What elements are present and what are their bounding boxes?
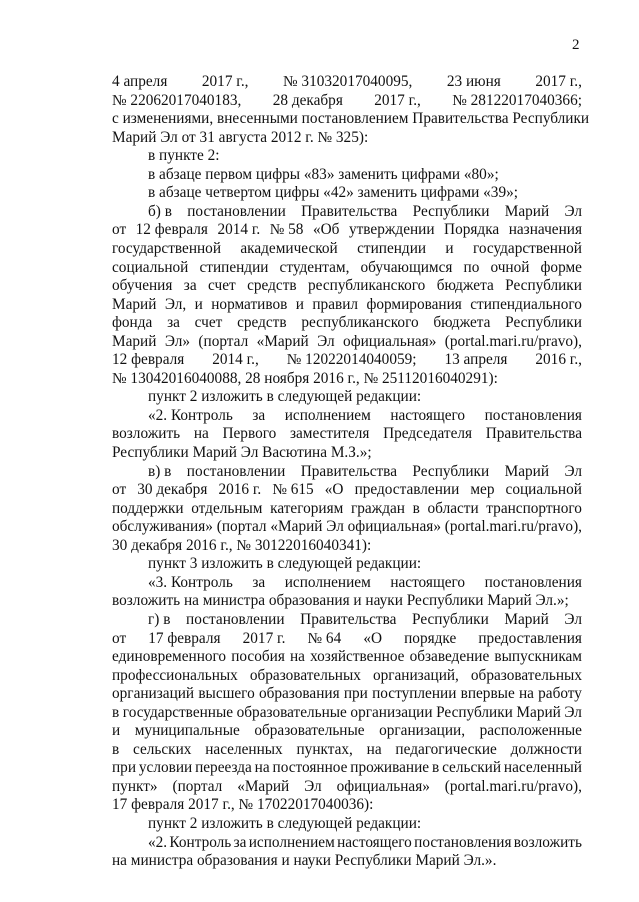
text-segment: за — [183, 277, 197, 295]
text-segment: должности — [510, 740, 582, 758]
text-segment: средств — [237, 314, 287, 332]
text-segment: 4 апреля — [112, 73, 168, 90]
text-segment: образовательные — [254, 722, 365, 740]
text-segment: единовременного — [112, 648, 227, 666]
text-segment: образовательных — [470, 666, 582, 684]
text-segment: бюджета — [433, 314, 491, 332]
text-segment: № 615 — [272, 481, 314, 499]
text-segment: 2017 г. — [242, 629, 286, 647]
text-line — [148, 203, 582, 222]
text-segment: очной — [490, 258, 530, 276]
text-segment: правил — [312, 295, 359, 313]
text-segment: 30 декабря — [137, 481, 208, 499]
text-segment: (portal.mari.ru/pravo), — [444, 777, 582, 795]
text-segment: постановлении — [186, 462, 286, 480]
text-segment: заместителя — [289, 425, 370, 443]
text-segment: 23 июня — [446, 73, 501, 90]
text-segment: сельских — [133, 740, 192, 758]
text-segment: стипендии — [199, 258, 269, 276]
text-segment: стипендии — [357, 239, 427, 257]
text-segment: № 12022014040059; — [286, 351, 417, 369]
text-line — [148, 166, 582, 185]
text-segment: Марий — [112, 295, 157, 313]
text-segment: в) в — [148, 462, 172, 480]
text-segment: за — [233, 833, 247, 851]
text-segment: Эл — [317, 332, 335, 350]
text-segment: Марий — [504, 202, 550, 220]
text-segment: № 31032017040095, — [283, 73, 413, 90]
text-line — [148, 407, 582, 426]
text-segment: 30 декабря 2016 г., № 30122016040341): — [112, 536, 372, 554]
text-segment: Контроль — [169, 833, 232, 851]
text-segment: Марий — [504, 610, 549, 628]
text-line — [148, 147, 582, 166]
text-line — [112, 630, 582, 649]
text-segment: утверждении — [348, 221, 435, 239]
text-line — [112, 370, 582, 389]
text-segment: настоящего — [390, 573, 466, 591]
text-segment: на министра образования и науки Республики Марий Эл.». — [112, 852, 497, 870]
text-segment: впервые — [460, 685, 515, 703]
text-segment: высшего — [198, 685, 255, 703]
text-segment: поступлении — [372, 685, 457, 703]
text-segment: на — [254, 759, 270, 777]
text-segment: б) в — [148, 202, 172, 220]
text-segment: в — [112, 740, 120, 758]
text-segment: постановления — [484, 406, 582, 424]
text-segment: официальная» — [336, 777, 430, 795]
text-line — [112, 704, 582, 723]
text-segment: исполнением — [248, 833, 335, 851]
text-segment: № 58 — [269, 221, 304, 239]
text-segment: № 13042016040088, 28 ноября 2016 г., № 25112016040291): — [112, 369, 498, 387]
text-segment: пунктах, — [296, 740, 353, 758]
text-segment: Марий — [504, 462, 550, 480]
text-segment: и — [194, 295, 203, 313]
text-segment: Республики — [412, 462, 490, 480]
text-segment: предоставлении — [354, 481, 460, 499]
text-segment: республиканского — [308, 277, 426, 295]
text-segment: государственной — [472, 239, 582, 257]
text-line — [112, 537, 582, 556]
text-line — [112, 667, 582, 686]
text-line — [112, 796, 582, 815]
text-segment: при — [343, 685, 368, 703]
text-segment: при — [112, 759, 137, 777]
text-line — [112, 685, 582, 704]
text-segment: № 22062017040183, — [112, 91, 242, 109]
text-line — [112, 741, 582, 760]
text-segment: и — [445, 239, 454, 257]
text-segment: Эл — [564, 610, 582, 628]
text-segment: Республики — [412, 202, 490, 220]
text-segment: «О — [324, 481, 344, 499]
text-segment: пункт 2 изложить в следующей редакции: — [148, 388, 422, 406]
text-segment: Республики — [505, 314, 582, 332]
text-line — [148, 555, 582, 574]
text-line — [148, 388, 582, 407]
text-line — [112, 852, 582, 871]
text-line — [112, 110, 590, 129]
text-segment: выпускникам — [494, 648, 582, 666]
text-segment: (портал — [172, 777, 223, 795]
text-segment: организаций, — [372, 666, 459, 684]
text-line — [112, 425, 582, 444]
text-segment: транспортного — [486, 499, 582, 517]
text-segment: Председателя — [383, 425, 473, 443]
text-segment: бюджета — [436, 277, 494, 295]
text-segment: от — [112, 221, 127, 239]
text-segment: Эл — [564, 462, 582, 480]
text-segment: в — [431, 759, 440, 777]
text-segment: и — [295, 295, 304, 313]
text-segment: пункт 3 изложить в следующей редакции: — [148, 555, 422, 573]
text-line — [112, 129, 582, 148]
text-line — [112, 592, 582, 611]
text-segment: муниципальные — [134, 722, 240, 740]
text-segment: по — [463, 258, 480, 276]
text-segment: Республики — [436, 703, 513, 721]
text-segment: за — [252, 573, 266, 591]
text-segment: «Об — [312, 221, 340, 239]
text-line — [112, 240, 582, 259]
text-segment: образования — [258, 685, 340, 703]
text-line — [148, 834, 582, 853]
text-line — [112, 296, 582, 315]
text-line — [148, 184, 582, 203]
text-segment: Марий Эл от 31 августа 2012 г. № 325): — [112, 128, 369, 146]
text-segment: сельский — [442, 759, 502, 777]
text-line — [148, 815, 582, 834]
text-segment: на — [193, 425, 209, 443]
text-segment: обучающимся — [360, 258, 453, 276]
text-segment: на — [289, 648, 305, 666]
text-segment: пункт» — [112, 777, 158, 795]
text-segment: Правительства — [485, 425, 582, 443]
text-segment: Эл, — [164, 295, 187, 313]
text-segment: в абзаце четвертом цифры «42» заменить цифрами «39»; — [148, 184, 519, 202]
text-segment: 28 декабря — [272, 91, 343, 109]
text-segment: государственной — [112, 239, 222, 257]
text-segment: постановления — [414, 833, 512, 851]
text-segment: 2017 г., — [201, 73, 249, 90]
text-segment: возложить — [513, 833, 582, 851]
text-segment: Первого — [222, 425, 277, 443]
text-segment: 17 февраля 2017 г., № 17022017040036): — [112, 796, 374, 814]
text-segment: Республики Марий Эл Васютина М.З.»; — [112, 444, 372, 461]
text-segment: организаций — [112, 685, 195, 703]
text-segment: и — [112, 722, 121, 740]
text-segment: государственные — [122, 703, 234, 721]
text-segment: обучения — [112, 277, 173, 295]
text-line — [148, 463, 582, 482]
text-segment: 17 февраля — [148, 629, 221, 647]
text-line — [148, 574, 582, 593]
text-segment: Республики — [505, 277, 582, 295]
text-segment: условии — [138, 759, 193, 777]
text-segment: № 64 — [307, 629, 342, 647]
text-segment: предоставления — [478, 629, 582, 647]
text-segment: 2017 г., — [535, 73, 582, 90]
text-segment: категориям — [270, 499, 344, 517]
text-segment: г) в — [148, 610, 171, 628]
text-segment: 2016 г., — [535, 351, 582, 369]
text-segment: Эл» — [164, 332, 191, 350]
text-line — [112, 221, 582, 240]
text-line — [112, 314, 582, 333]
text-segment: Эл — [326, 518, 344, 536]
text-segment: работу — [538, 685, 582, 703]
text-segment: № 28122017040366; — [452, 91, 582, 109]
text-segment: 12 февраля — [112, 351, 185, 369]
text-segment: обслуживания» — [112, 518, 213, 536]
text-segment: за — [167, 314, 180, 332]
text-segment: Марий — [516, 703, 561, 721]
text-segment: мер — [470, 481, 495, 499]
text-segment: поддержки — [112, 499, 184, 517]
text-segment: обзаведение — [409, 648, 490, 666]
text-segment: переезда — [195, 759, 252, 777]
text-segment: 13 апреля — [444, 351, 508, 369]
text-segment: Эл — [304, 777, 322, 795]
text-segment: социальной — [505, 481, 582, 499]
text-segment: исполнением — [284, 573, 371, 591]
text-segment: возложить — [112, 425, 181, 443]
text-line — [112, 333, 582, 352]
text-segment: счет — [208, 277, 236, 295]
text-segment: в — [412, 499, 420, 517]
text-line — [112, 444, 582, 463]
text-segment: средств — [247, 277, 297, 295]
text-segment: (портал — [198, 332, 249, 350]
text-segment: 2014 г. — [217, 221, 261, 239]
text-segment: настоящего — [337, 833, 412, 851]
text-segment: студентам, — [279, 258, 350, 276]
text-line — [112, 277, 582, 296]
text-segment: настоящего — [390, 406, 466, 424]
page-number: 2 — [572, 37, 580, 53]
text-segment: «Марий — [237, 777, 290, 795]
text-segment: в — [112, 703, 120, 721]
text-segment: социальной — [112, 258, 189, 276]
text-line — [112, 518, 582, 537]
text-line — [148, 611, 582, 630]
text-segment: расположенные — [479, 722, 582, 740]
text-segment: организации — [350, 703, 433, 721]
text-segment: официальная» — [347, 518, 441, 536]
text-segment: образовательные — [236, 703, 347, 721]
text-segment: организации, — [379, 722, 466, 740]
text-segment: Марий — [112, 332, 157, 350]
text-segment: академической — [240, 239, 338, 257]
text-segment: Правительства — [301, 202, 398, 220]
text-segment: профессиональных — [112, 666, 238, 684]
text-segment: 2017 г., — [374, 91, 421, 109]
text-segment: за — [252, 406, 266, 424]
text-segment: постановлении — [186, 610, 285, 628]
text-segment: нормативов — [211, 295, 288, 313]
text-segment: (portal.mari.ru/pravo), — [444, 332, 582, 350]
text-segment: пособия — [231, 648, 285, 666]
text-segment: «Марий — [256, 332, 309, 350]
text-line — [112, 481, 582, 500]
text-line — [112, 351, 582, 370]
text-segment: области — [427, 499, 479, 517]
text-segment: Порядка — [444, 221, 500, 239]
text-segment: назначения — [508, 221, 582, 239]
text-segment: формирования — [366, 295, 462, 313]
text-segment: «2. — [148, 833, 168, 851]
text-segment: населенный — [503, 759, 582, 777]
text-segment: 2016 г. — [218, 481, 262, 499]
text-line — [112, 759, 582, 778]
text-segment: «Марий — [270, 518, 323, 536]
text-line — [112, 73, 582, 92]
text-segment: в пункте 2: — [148, 147, 220, 165]
text-segment: на — [518, 685, 534, 703]
text-segment: Правительства — [300, 610, 397, 628]
text-segment: от — [112, 481, 127, 499]
text-segment: «3. Контроль — [148, 573, 233, 591]
text-line — [112, 778, 582, 797]
text-segment: фонда — [112, 314, 153, 332]
text-segment: республиканского — [301, 314, 419, 332]
text-segment: форме — [540, 258, 582, 276]
text-segment: Правительства — [300, 462, 397, 480]
text-segment: (портал — [216, 518, 267, 536]
text-segment: отдельным — [191, 499, 263, 517]
text-line — [112, 722, 582, 741]
text-segment: пункт 2 изложить в следующей редакции: — [148, 815, 422, 832]
text-segment: Эл — [564, 703, 582, 721]
text-segment: на — [366, 740, 382, 758]
text-segment: Республики — [412, 610, 489, 628]
text-segment: «2. Контроль — [148, 406, 233, 424]
text-line — [112, 92, 582, 111]
text-segment: постоянное — [272, 759, 348, 777]
text-segment: Эл — [564, 202, 582, 220]
text-segment: в абзаце первом цифры «83» заменить цифрами «80»; — [148, 165, 499, 183]
text-segment: педагогические — [395, 740, 497, 758]
text-segment: образовательных — [249, 666, 361, 684]
text-segment: счет — [194, 314, 223, 332]
text-segment: официальная» — [343, 332, 437, 350]
text-segment: постановления — [484, 573, 582, 591]
text-segment: населенных — [205, 740, 283, 758]
text-segment: постановлении — [187, 202, 286, 220]
text-segment: возложить на министра образования и науки Республики Марий Эл.»; — [112, 592, 569, 610]
text-segment: граждан — [350, 499, 405, 517]
text-segment: с изменениями, внесенными постановлением Правительства Республики — [112, 110, 590, 128]
text-segment: «О — [363, 629, 383, 647]
text-line — [112, 259, 582, 278]
text-segment: исполнением — [284, 406, 371, 424]
text-line — [112, 500, 582, 519]
text-segment: от — [112, 629, 127, 647]
text-segment: (portal.mari.ru/pravo), — [444, 518, 582, 536]
text-segment: стипендиального — [470, 295, 582, 313]
text-segment: порядке — [404, 629, 457, 647]
text-line — [112, 648, 582, 667]
text-segment: 2014 г., — [212, 351, 259, 369]
text-segment: проживание — [350, 759, 430, 777]
text-segment: хозяйственное — [310, 648, 405, 666]
text-segment: 12 февраля — [135, 221, 208, 239]
